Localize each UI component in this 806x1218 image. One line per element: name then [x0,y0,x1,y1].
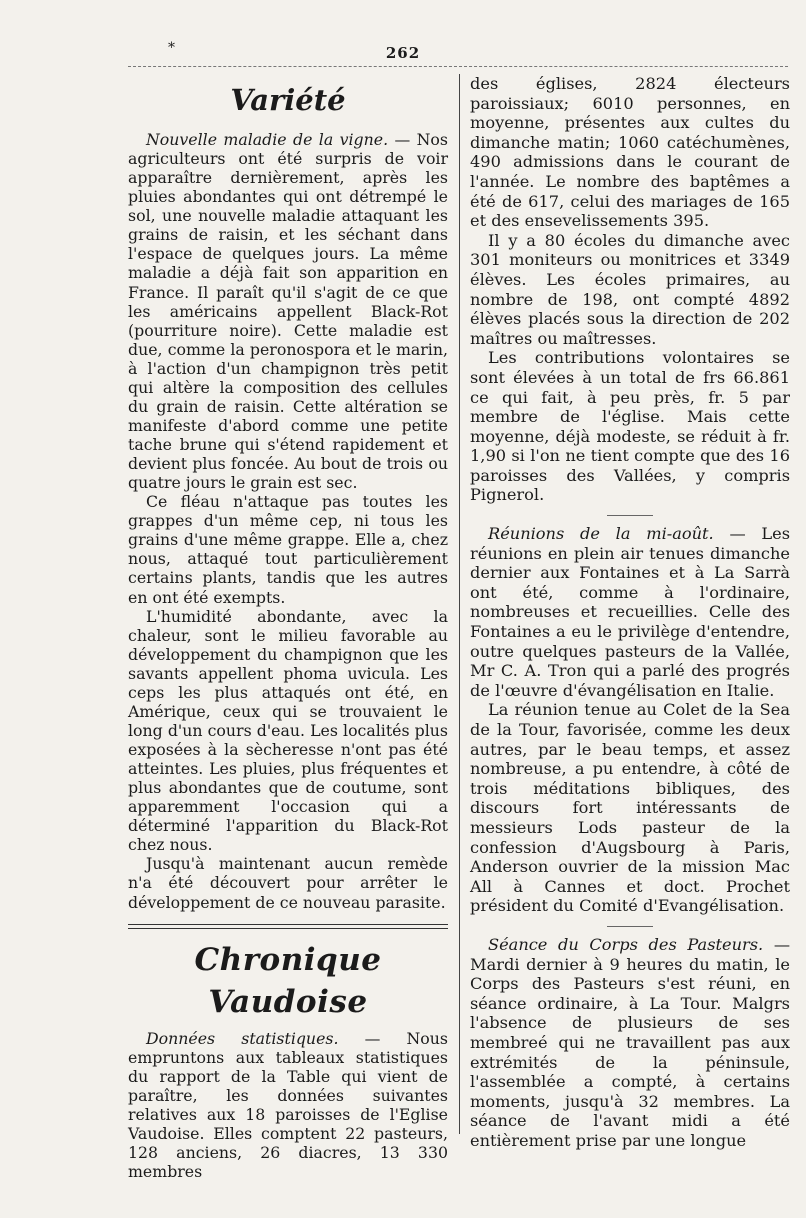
dash: — [729,524,746,544]
dash: — [394,130,411,149]
top-mark: * [168,40,175,56]
article-text: Nous empruntons aux tableaux statistiques du rapport de la Table qui vient de paraître, les données suivantes relatives aux 18 paroisses de l'Eglise Vaudoise. Elles comptent 22 pasteurs, 128 anciens, 26 diacres, 13 330 membres [128,1028,448,1181]
page-number: 262 [385,44,421,62]
header-rule [128,66,788,67]
article-paragraph [128,130,448,492]
article-paragraph: Ce fléau n'attaque pas toutes les grappes d'un même cep, ni tous les grains d'une même grappe. Elle a, chez nous, attaqué tout particulièrement certains plants, tandis que les autres en ont été exempts. [128,492,448,607]
article-heading: Données statistiques. [146,1028,339,1048]
dash: — [773,934,790,954]
article-paragraph [128,1029,448,1182]
article-separator [607,515,653,516]
article-text: Mardi dernier à 9 heures du matin, le Corps des Pasteurs s'est réuni, en séance ordinaire, à La Tour. Malgrs l'absence de plusieurs de ses membreé qui ne travaillent pas aux extrémités de la péninsule, l'assemblée a compté, à certains moments, jusqu'à 32 membres. La séance de l'avant midi a été entièrement prise par une longue [470,954,790,1150]
section-divider [128,924,448,929]
article-paragraph [470,935,790,1151]
article-paragraph: Jusqu'à maintenant aucun remède n'a été découvert pour arrêter le développement de ce nouveau parasite. [128,854,448,912]
right-column [470,74,790,1150]
article-heading: Séance du Corps des Pasteurs. [488,934,764,954]
column-divider [459,74,460,1134]
article-text: Les réunions en plein air tenues dimanche dernier aux Fontaines et à La Sarrà ont été, comme à l'ordinaire, nombreuses et recueillies. Celle des Fontaines a eu le privilège d'entendre, outre quelques pasteurs de la Vallée, Mr C. A. Tron qui a parlé des progrés de l'œuvre d'évangélisation en Italie. [470,524,790,700]
article-paragraph: des églises, 2824 électeurs paroissiaux; 6010 personnes, en moyenne, présentes aux cultes du dimanche matin; 1060 catéchumènes, 490 admissions dans le courant de l'année. Le nombre des baptêmes a été de 617, celui des mariages de 165 et des ensevelissements 395. [470,74,790,231]
article-paragraph: Les contributions volontaires se sont élevées à un total de frs 66.861 ce qui fait, à peu près, fr. 5 par membre de l'église. Mais cette moyenne, déjà modeste, se réduit à fr. 1,90 si l'on ne tient compte que des 16 paroisses des Vallées, y compris Pignerol. [470,348,790,505]
article-paragraph: Il y a 80 écoles du dimanche avec 301 moniteurs ou monitrices et 3349 élèves. Les écoles primaires, au nombre de 198, ont compté 4892 élèves placés sous la direction de 202 maîtres ou maîtresses. [470,230,790,348]
article-paragraph: La réunion tenue au Colet de la Sea de la Tour, favorisée, comme les deux autres, par le beau temps, et assez nombreuse, a pu entendre, à côté de trois méditations bibliques, des discours fort intéressants de messieurs Lods pasteur de la confession d'Augsbourg à Paris, Anderson ouvrier de la mission Mac All à Cannes et doct. Prochet président du Comité d'Evangélisation. [470,700,790,916]
article-paragraph: L'humidité abondante, avec la chaleur, sont le milieu favorable au développement du champignon que les savants appellent phoma uvicula. Les ceps les plus attaqués ont été, en Amérique, ceux qui se trouvaient le long d'un cours d'eau. Les localités plus exposées à la sècheresse n'ont pas été atteintes. Les pluies, plus fréquentes et plus abondantes que de coutume, sont apparemment l'occasion qui a déterminé l'apparition du Black-Rot chez nous. [128,606,448,855]
article-text: Nos agriculteurs ont été surpris de voir apparaître dernièrement, après les pluies abondantes qui ont détrempé le sol, une nouvelle maladie attaquant les grains de raisin, et les séchant dans l'espace de quelques jours. La même maladie a déjà fait son apparition en France. Il paraît qu'il s'agit de ce que les américains appellent Black-Rot (pourriture noire). Cette maladie est due, comme la peronospora et le marin, à l'action d'un champignon très petit qui altère la composition des cellules du grain de raisin. Cette altération se manifeste d'abord comme une petite tache brune qui s'étend rapidement et devient plus foncée. Au bout de trois ou quatre jours le grain est sec. [128,130,448,493]
article-heading: Réunions de la mi-août. [488,524,714,544]
dash: — [364,1028,381,1048]
left-column [128,74,448,1181]
section-title-variete: Variété [230,83,346,117]
article-separator [607,926,653,927]
article-paragraph [470,524,790,700]
article-heading: Nouvelle maladie de la vigne. [146,130,389,149]
section-title-chronique: Chronique Vaudoise [194,941,382,1020]
